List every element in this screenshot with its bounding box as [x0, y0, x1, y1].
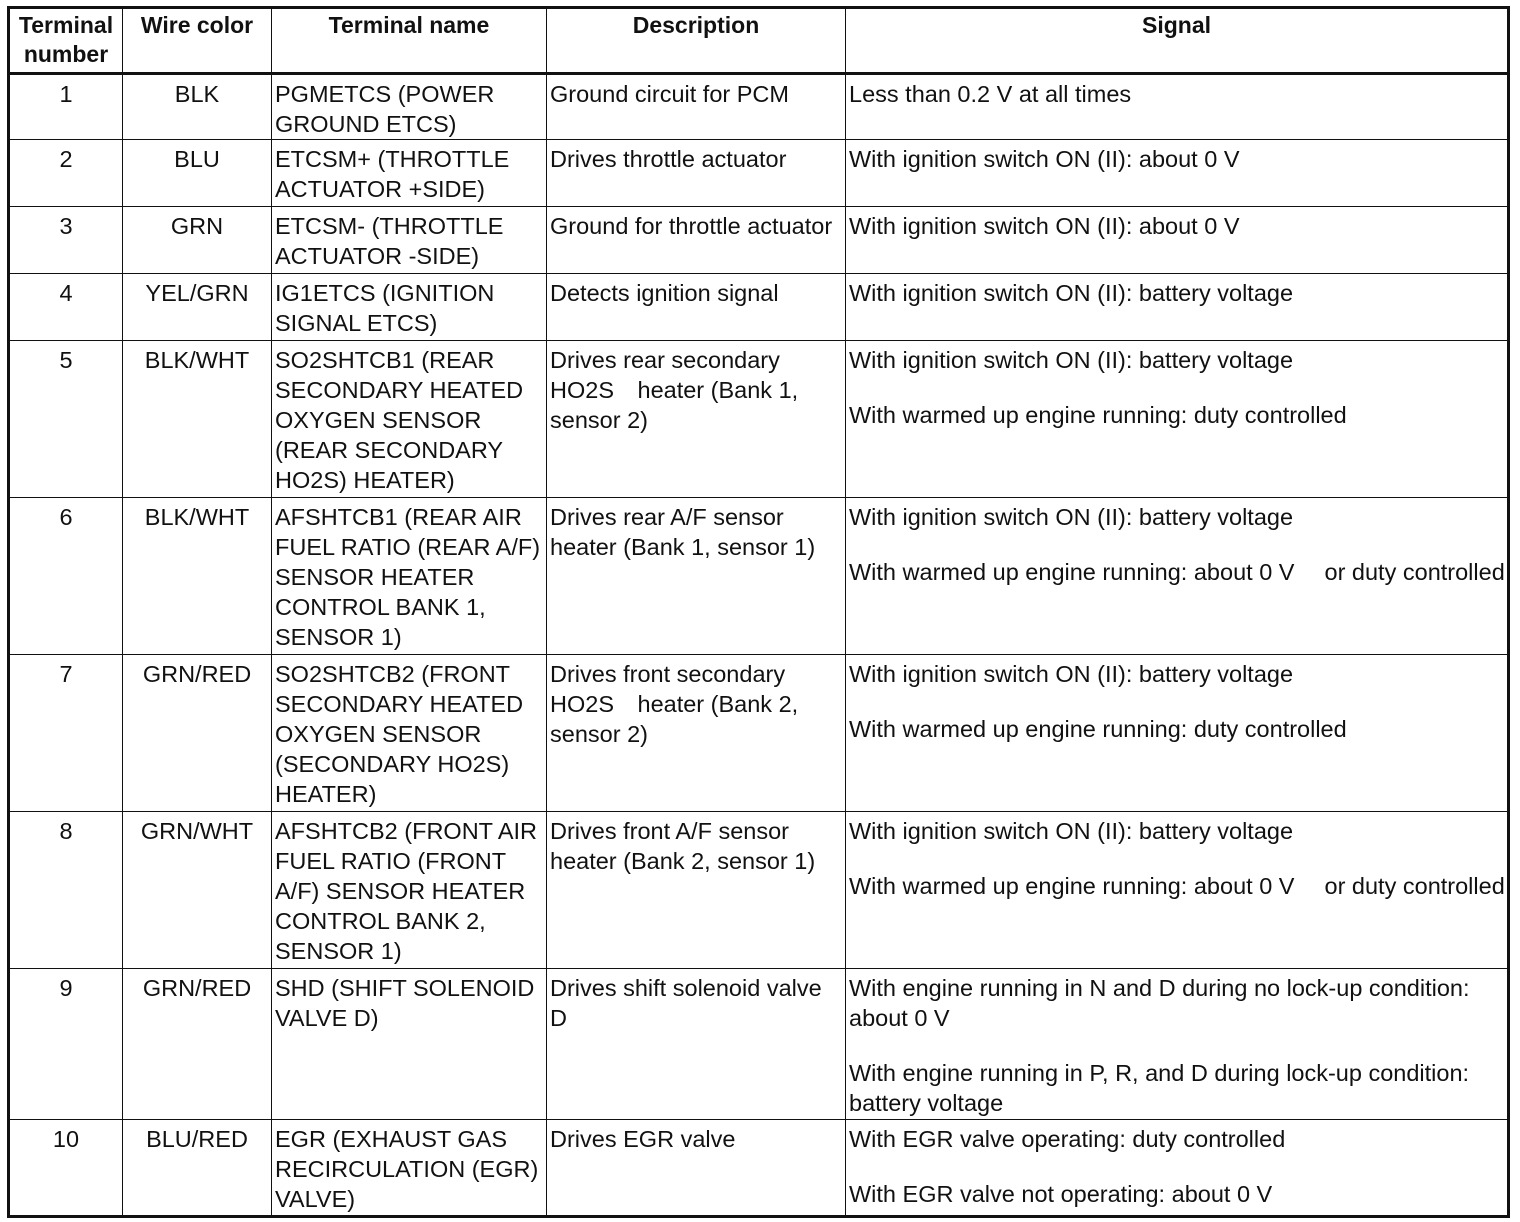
terminal-number-cell: 6	[9, 498, 123, 655]
table-row	[9, 498, 1509, 655]
terminal-number-cell: 2	[9, 140, 123, 207]
wire-color-cell: YEL/GRN	[123, 274, 272, 341]
wire-color-cell: GRN	[123, 207, 272, 274]
table-row	[9, 140, 1509, 207]
signal-cell	[846, 207, 1509, 274]
table-row	[9, 812, 1509, 969]
terminal-number-cell: 3	[9, 207, 123, 274]
terminal-table-container	[7, 6, 1507, 1216]
header-description: Description	[547, 8, 846, 74]
signal-cell	[846, 969, 1509, 1120]
table-row	[9, 74, 1509, 140]
wire-color-cell: BLK/WHT	[123, 498, 272, 655]
signal-line: With warmed up engine running: duty controlled	[849, 402, 1347, 428]
signal-cell	[846, 140, 1509, 207]
table-body	[9, 74, 1509, 1217]
description-cell: Drives throttle actuator	[547, 140, 846, 207]
terminal-name-cell: ETCSM- (THROTTLE ACTUATOR -SIDE)	[272, 207, 547, 274]
wire-color-cell: BLU/RED	[123, 1120, 272, 1217]
signal-cell	[846, 655, 1509, 812]
wire-color-cell: BLK/WHT	[123, 341, 272, 498]
table-row	[9, 341, 1509, 498]
signal-line: With ignition switch ON (II): battery voltage	[849, 280, 1294, 306]
terminal-name-cell: PGMETCS (POWER GROUND ETCS)	[272, 74, 547, 140]
wire-color-cell: GRN/WHT	[123, 812, 272, 969]
terminal-number-cell: 4	[9, 274, 123, 341]
signal-line: With ignition switch ON (II): battery voltage	[849, 661, 1294, 687]
signal-line: With engine running in N and D during no lock-up condition: about 0 V	[849, 975, 1470, 1031]
wire-color-cell: BLU	[123, 140, 272, 207]
description-cell: Drives front A/F sensor heater (Bank 2, sensor 1)	[547, 812, 846, 969]
terminal-name-cell: AFSHTCB2 (FRONT AIR FUEL RATIO (FRONT A/F) SENSOR HEATER CONTROL BANK 2, SENSOR 1)	[272, 812, 547, 969]
signal-line: With EGR valve operating: duty controlled	[849, 1126, 1286, 1152]
terminal-name-cell: IG1ETCS (IGNITION SIGNAL ETCS)	[272, 274, 547, 341]
wire-color-cell: GRN/RED	[123, 969, 272, 1120]
table-row	[9, 1120, 1509, 1217]
header-signal: Signal	[846, 8, 1509, 74]
terminal-name-cell: ETCSM+ (THROTTLE ACTUATOR +SIDE)	[272, 140, 547, 207]
signal-line: With warmed up engine running: about 0 V or duty controlled	[849, 873, 1505, 899]
header-terminal-number: Terminal number	[9, 8, 123, 74]
signal-line: With ignition switch ON (II): battery voltage	[849, 818, 1294, 844]
description-cell: Drives rear A/F sensor heater (Bank 1, sensor 1)	[547, 498, 846, 655]
description-cell: Ground for throttle actuator	[547, 207, 846, 274]
header-terminal-name: Terminal name	[272, 8, 547, 74]
signal-cell	[846, 812, 1509, 969]
terminal-name-cell: AFSHTCB1 (REAR AIR FUEL RATIO (REAR A/F) SENSOR HEATER CONTROL BANK 1, SENSOR 1)	[272, 498, 547, 655]
signal-line: With EGR valve not operating: about 0 V	[849, 1181, 1273, 1207]
terminal-number-cell: 8	[9, 812, 123, 969]
table-row	[9, 655, 1509, 812]
header-wire-color: Wire color	[123, 8, 272, 74]
description-cell: Ground circuit for PCM	[547, 74, 846, 140]
signal-line: With warmed up engine running: about 0 V or duty controlled	[849, 559, 1505, 585]
terminal-name-cell: SO2SHTCB2 (FRONT SECONDARY HEATED OXYGEN SENSOR (SECONDARY HO2S) HEATER)	[272, 655, 547, 812]
signal-cell	[846, 74, 1509, 140]
terminal-name-cell: EGR (EXHAUST GAS RECIRCULATION (EGR) VALVE)	[272, 1120, 547, 1217]
table-row	[9, 207, 1509, 274]
table-row	[9, 969, 1509, 1120]
signal-line: With ignition switch ON (II): about 0 V	[849, 213, 1240, 239]
terminal-table	[7, 6, 1510, 1218]
signal-line: With ignition switch ON (II): battery voltage	[849, 347, 1294, 373]
signal-cell	[846, 1120, 1509, 1217]
description-cell: Drives EGR valve	[547, 1120, 846, 1217]
signal-cell	[846, 274, 1509, 341]
description-cell: Drives front secondary HO2S heater (Bank 2, sensor 2)	[547, 655, 846, 812]
terminal-number-cell: 9	[9, 969, 123, 1120]
description-cell: Drives rear secondary HO2S heater (Bank 1, sensor 2)	[547, 341, 846, 498]
signal-cell	[846, 498, 1509, 655]
header-row	[9, 8, 1509, 74]
terminal-number-cell: 10	[9, 1120, 123, 1217]
wire-color-cell: BLK	[123, 74, 272, 140]
terminal-number-cell: 1	[9, 74, 123, 140]
terminal-number-cell: 7	[9, 655, 123, 812]
signal-line: With ignition switch ON (II): about 0 V	[849, 146, 1240, 172]
wire-color-cell: GRN/RED	[123, 655, 272, 812]
terminal-name-cell: SHD (SHIFT SOLENOID VALVE D)	[272, 969, 547, 1120]
signal-line: With engine running in P, R, and D during lock-up condition: battery voltage	[849, 1060, 1470, 1116]
signal-cell	[846, 341, 1509, 498]
description-cell: Detects ignition signal	[547, 274, 846, 341]
signal-line: With warmed up engine running: duty controlled	[849, 716, 1347, 742]
signal-line: Less than 0.2 V at all times	[849, 81, 1132, 107]
terminal-number-cell: 5	[9, 341, 123, 498]
table-row	[9, 274, 1509, 341]
description-cell: Drives shift solenoid valve D	[547, 969, 846, 1120]
terminal-name-cell: SO2SHTCB1 (REAR SECONDARY HEATED OXYGEN SENSOR (REAR SECONDARY HO2S) HEATER)	[272, 341, 547, 498]
signal-line: With ignition switch ON (II): battery voltage	[849, 504, 1294, 530]
